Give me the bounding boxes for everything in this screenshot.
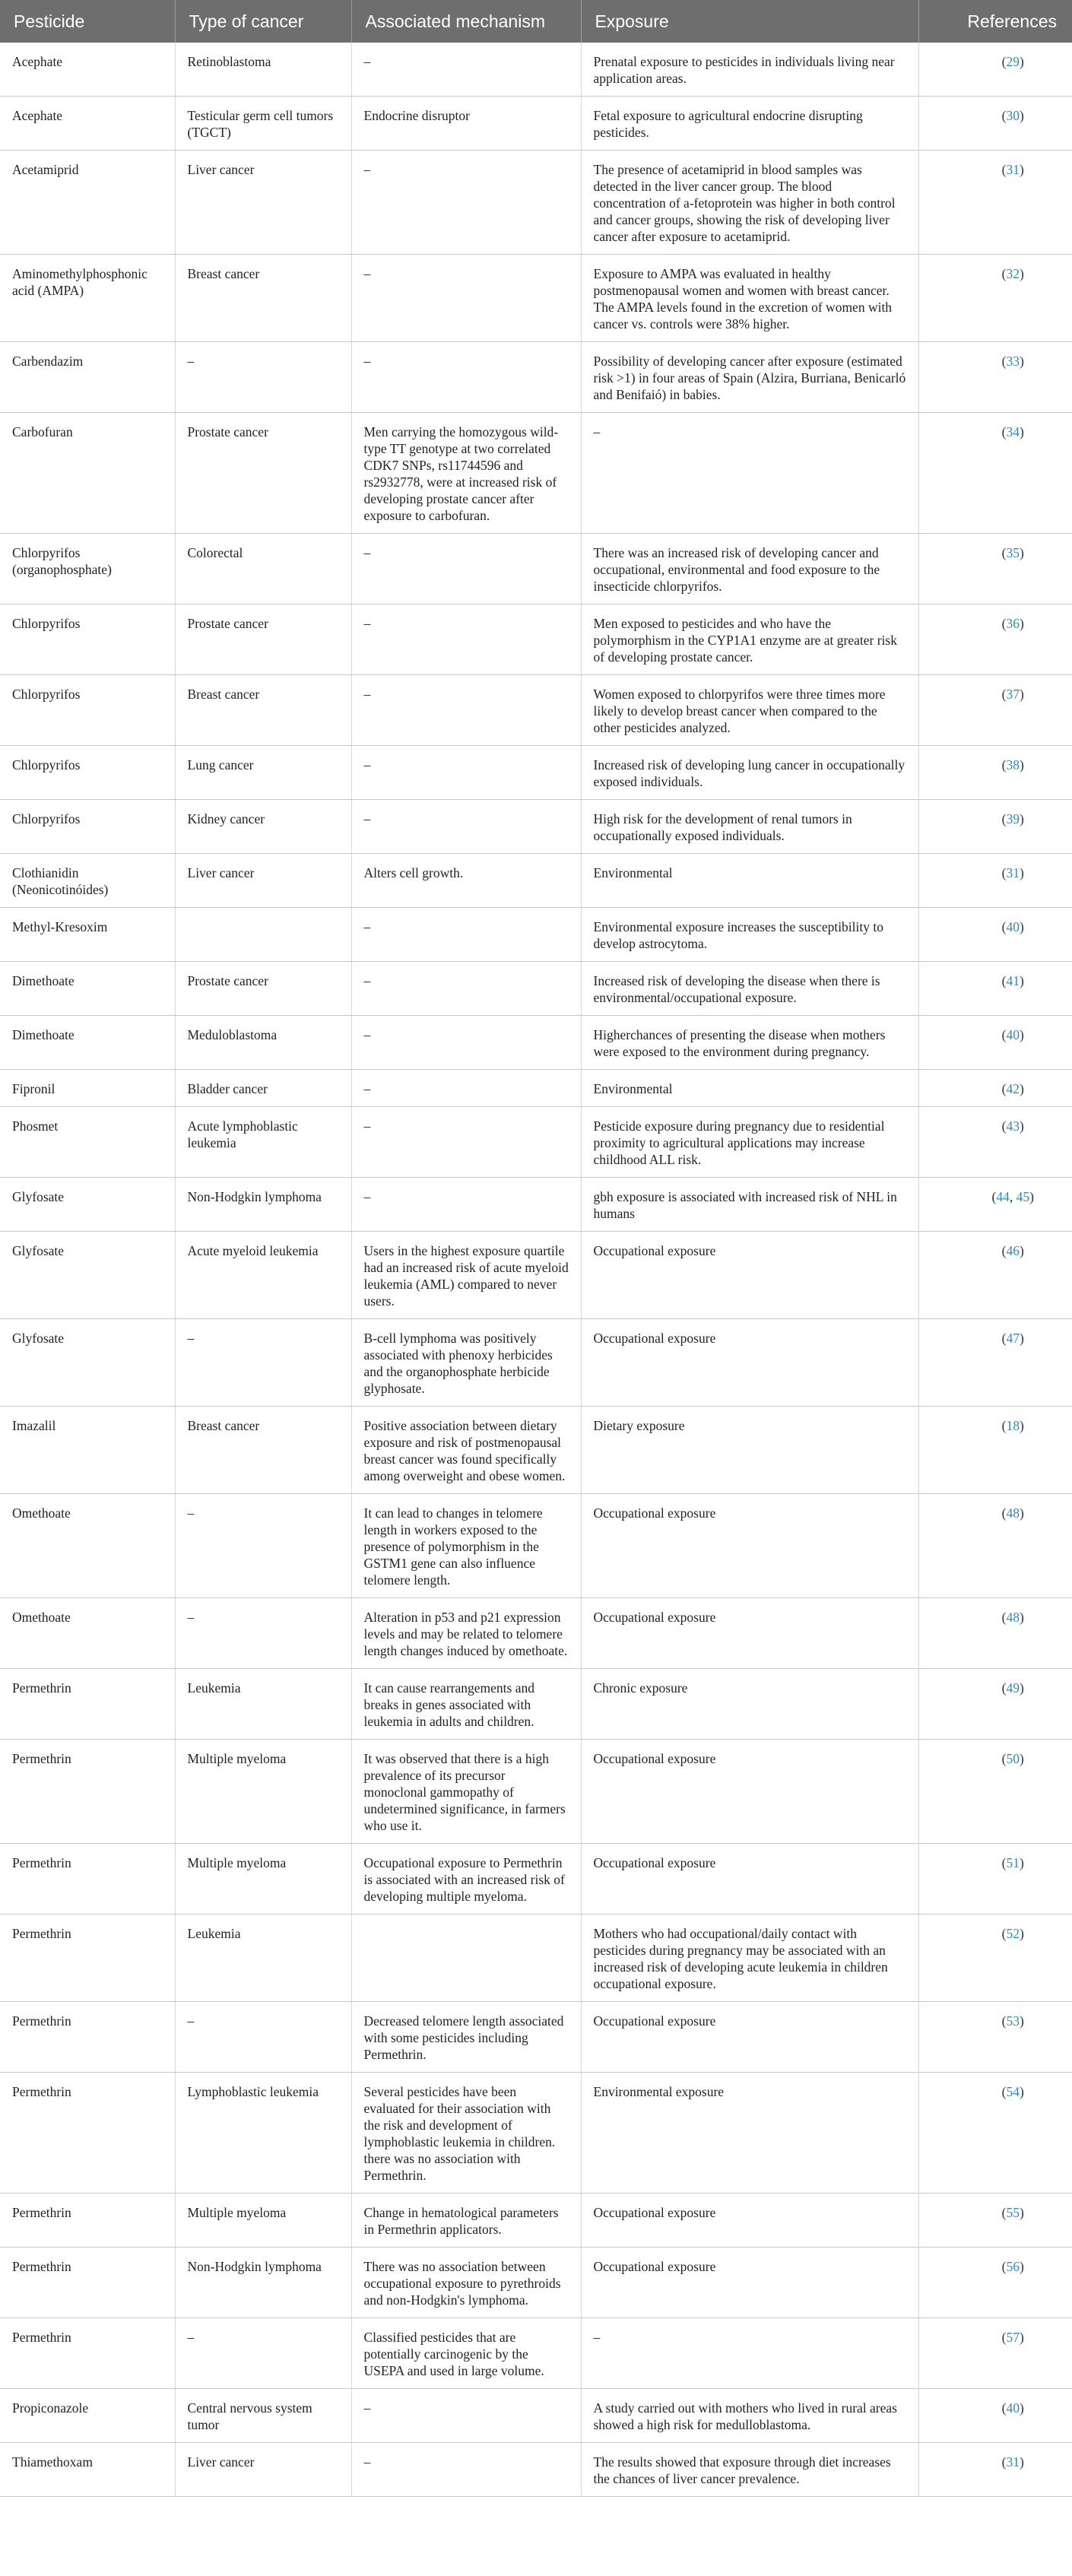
mechanism-cell: – — [351, 1178, 581, 1232]
mechanism-cell: – — [351, 342, 581, 413]
reference-link[interactable]: 53 — [1006, 2013, 1020, 2029]
cancer-type-cell: – — [175, 1494, 351, 1598]
mechanism-cell — [351, 1915, 581, 2002]
cancer-type-cell: Breast cancer — [175, 255, 351, 342]
reference-link[interactable]: 56 — [1006, 2259, 1020, 2274]
table-header — [0, 0, 1072, 43]
references-cell: (56) — [918, 2248, 1072, 2318]
mechanism-cell: – — [351, 2443, 581, 2497]
references-cell: (40) — [918, 908, 1072, 962]
pesticide-cell: Glyfosate — [0, 1178, 175, 1232]
reference-link[interactable]: 43 — [1006, 1118, 1020, 1134]
table-row — [0, 675, 1072, 746]
reference-link[interactable]: 39 — [1006, 811, 1020, 826]
reference-link[interactable]: 34 — [1006, 424, 1020, 439]
table-row — [0, 908, 1072, 962]
header-exposure: Exposure — [581, 0, 918, 43]
references-cell: (55) — [918, 2194, 1072, 2248]
exposure-cell: Environmental — [581, 854, 918, 908]
mechanism-cell: Change in hematological parameters in Permethrin applicators. — [351, 2194, 581, 2248]
cancer-type-cell: Prostate cancer — [175, 413, 351, 534]
cancer-type-cell: Prostate cancer — [175, 962, 351, 1016]
references-cell: (32) — [918, 255, 1072, 342]
cancer-type-cell: Central nervous system tumor — [175, 2389, 351, 2443]
references-cell: (31) — [918, 2443, 1072, 2497]
cancer-type-cell: Lung cancer — [175, 746, 351, 800]
mechanism-cell: Occupational exposure to Permethrin is associated with an increased risk of developing multiple myeloma. — [351, 1844, 581, 1915]
references-cell: (50) — [918, 1740, 1072, 1844]
pesticide-cell: Permethrin — [0, 1915, 175, 2002]
exposure-cell: Occupational exposure — [581, 2002, 918, 2073]
reference-link[interactable]: 50 — [1006, 1751, 1020, 1766]
pesticide-cell: Omethoate — [0, 1494, 175, 1598]
mechanism-cell: – — [351, 800, 581, 854]
reference-link[interactable]: 46 — [1006, 1243, 1020, 1258]
exposure-cell: Occupational exposure — [581, 1232, 918, 1319]
mechanism-cell: Positive association between dietary exposure and risk of postmenopausal breast cancer was found specifically among overweight and obese women. — [351, 1407, 581, 1494]
table-row — [0, 854, 1072, 908]
exposure-cell: Increased risk of developing the disease when there is environmental/occupational exposure. — [581, 962, 918, 1016]
mechanism-cell: Decreased telomere length associated with some pesticides including Permethrin. — [351, 2002, 581, 2073]
pesticide-cell: Permethrin — [0, 2318, 175, 2389]
mechanism-cell: – — [351, 2389, 581, 2443]
pesticide-cell: Acetamiprid — [0, 151, 175, 255]
mechanism-cell: It can cause rearrangements and breaks in genes associated with leukemia in adults and children. — [351, 1669, 581, 1740]
pesticide-cell: Chlorpyrifos — [0, 675, 175, 746]
reference-link[interactable]: 41 — [1006, 973, 1020, 988]
reference-link[interactable]: 44 — [996, 1189, 1010, 1204]
pesticide-cell: Carbofuran — [0, 413, 175, 534]
cancer-type-cell: – — [175, 1598, 351, 1669]
references-cell: (36) — [918, 604, 1072, 675]
cancer-type-cell: Liver cancer — [175, 151, 351, 255]
exposure-cell: Occupational exposure — [581, 1598, 918, 1669]
table-row — [0, 2389, 1072, 2443]
references-cell: (57) — [918, 2318, 1072, 2389]
reference-link[interactable]: 52 — [1006, 1926, 1020, 1941]
exposure-cell: Occupational exposure — [581, 2194, 918, 2248]
reference-link[interactable]: 49 — [1006, 1680, 1020, 1696]
exposure-cell: Dietary exposure — [581, 1407, 918, 1494]
table-row — [0, 800, 1072, 854]
mechanism-cell: – — [351, 534, 581, 604]
exposure-cell: Pesticide exposure during pregnancy due to residential proximity to agricultural applications may increase childhood ALL risk. — [581, 1107, 918, 1178]
header-cancer-type: Type of cancer — [175, 0, 351, 43]
table-row — [0, 43, 1072, 97]
pesticide-cell: Chlorpyrifos — [0, 604, 175, 675]
reference-link[interactable]: 40 — [1006, 1027, 1020, 1042]
references-cell: (35) — [918, 534, 1072, 604]
table-row — [0, 1232, 1072, 1319]
cancer-type-cell: Breast cancer — [175, 675, 351, 746]
exposure-cell: Chronic exposure — [581, 1669, 918, 1740]
header-references: References — [918, 0, 1072, 43]
mechanism-cell: – — [351, 43, 581, 97]
references-cell: (43) — [918, 1107, 1072, 1178]
cancer-type-cell: Acute myeloid leukemia — [175, 1232, 351, 1319]
table-row — [0, 1740, 1072, 1844]
pesticide-cell: Dimethoate — [0, 1016, 175, 1070]
pesticide-cell: Omethoate — [0, 1598, 175, 1669]
cancer-type-cell: Non-Hodgkin lymphoma — [175, 1178, 351, 1232]
mechanism-cell: – — [351, 604, 581, 675]
reference-link[interactable]: 31 — [1006, 865, 1020, 880]
pesticide-cell: Imazalil — [0, 1407, 175, 1494]
references-cell: (52) — [918, 1915, 1072, 2002]
references-cell: (18) — [918, 1407, 1072, 1494]
mechanism-cell: – — [351, 962, 581, 1016]
reference-link[interactable]: 29 — [1006, 54, 1020, 69]
exposure-cell: A study carried out with mothers who lived in rural areas showed a high risk for medulloblastoma. — [581, 2389, 918, 2443]
mechanism-cell: B-cell lymphoma was positively associated with phenoxy herbicides and the organophosphate herbicide glyphosate. — [351, 1319, 581, 1407]
mechanism-cell: It was observed that there is a high prevalence of its precursor monoclonal gammopathy of undetermined significance, in farmers who use it. — [351, 1740, 581, 1844]
table-row — [0, 1598, 1072, 1669]
cancer-type-cell: Lymphoblastic leukemia — [175, 2073, 351, 2194]
cancer-type-cell: Meduloblastoma — [175, 1016, 351, 1070]
cancer-type-cell: Retinoblastoma — [175, 43, 351, 97]
reference-link[interactable]: 37 — [1006, 687, 1020, 702]
references-cell: (54) — [918, 2073, 1072, 2194]
reference-link[interactable]: 47 — [1006, 1331, 1020, 1346]
references-cell: (48) — [918, 1494, 1072, 1598]
cancer-type-cell: Liver cancer — [175, 2443, 351, 2497]
exposure-cell: Women exposed to chlorpyrifos were three times more likely to develop breast cancer when compared to the other pesticides analyzed. — [581, 675, 918, 746]
pesticide-cell: Chlorpyrifos — [0, 746, 175, 800]
mechanism-cell: – — [351, 908, 581, 962]
reference-link[interactable]: 55 — [1006, 2205, 1020, 2220]
exposure-cell: Increased risk of developing lung cancer in occupationally exposed individuals. — [581, 746, 918, 800]
table-row — [0, 1016, 1072, 1070]
pesticide-cell: Permethrin — [0, 1844, 175, 1915]
table-row — [0, 1319, 1072, 1407]
mechanism-cell: – — [351, 255, 581, 342]
pesticide-cell: Glyfosate — [0, 1232, 175, 1319]
exposure-cell: The results showed that exposure through diet increases the chances of liver cancer prevalence. — [581, 2443, 918, 2497]
mechanism-cell: Alters cell growth. — [351, 854, 581, 908]
cancer-type-cell: Leukemia — [175, 1915, 351, 2002]
exposure-cell: There was an increased risk of developing cancer and occupational, environmental and food exposure to the insecticide chlorpyrifos. — [581, 534, 918, 604]
pesticide-cell: Permethrin — [0, 2248, 175, 2318]
table-row — [0, 413, 1072, 534]
exposure-cell: Men exposed to pesticides and who have the polymorphism in the CYP1A1 enzyme are at greater risk of developing prostate cancer. — [581, 604, 918, 675]
references-cell: (39) — [918, 800, 1072, 854]
reference-link[interactable]: 33 — [1006, 354, 1020, 369]
exposure-cell: – — [581, 2318, 918, 2389]
cancer-type-cell: Prostate cancer — [175, 604, 351, 675]
exposure-cell: Fetal exposure to agricultural endocrine disrupting pesticides. — [581, 97, 918, 151]
cancer-type-cell: Acute lymphoblastic leukemia — [175, 1107, 351, 1178]
reference-link[interactable]: 40 — [1006, 2400, 1020, 2416]
reference-link[interactable]: 30 — [1006, 108, 1020, 123]
header-row — [0, 0, 1072, 43]
table-body — [0, 43, 1072, 2497]
table-row — [0, 1407, 1072, 1494]
cancer-type-cell: Testicular germ cell tumors (TGCT) — [175, 97, 351, 151]
pesticide-cell: Clothianidin (Neonicotinóides) — [0, 854, 175, 908]
reference-link[interactable]: 38 — [1006, 757, 1020, 772]
pesticide-cell: Permethrin — [0, 2002, 175, 2073]
mechanism-cell: – — [351, 151, 581, 255]
reference-link[interactable]: 51 — [1006, 1855, 1020, 1870]
references-cell: (37) — [918, 675, 1072, 746]
reference-link[interactable]: 48 — [1006, 1610, 1020, 1625]
table-row — [0, 2318, 1072, 2389]
pesticide-cell: Carbendazim — [0, 342, 175, 413]
mechanism-cell: Classified pesticides that are potentially carcinogenic by the USEPA and used in large volume. — [351, 2318, 581, 2389]
mechanism-cell: Users in the highest exposure quartile had an increased risk of acute myeloid leukemia (AML) compared to never users. — [351, 1232, 581, 1319]
table-row — [0, 1844, 1072, 1915]
reference-link[interactable]: 36 — [1006, 616, 1020, 631]
references-cell: (33) — [918, 342, 1072, 413]
references-cell: (34) — [918, 413, 1072, 534]
cancer-type-cell: Multiple myeloma — [175, 1740, 351, 1844]
exposure-cell: Mothers who had occupational/daily contact with pesticides during pregnancy may be associated with an increased risk of developing acute leukemia in children occupational exposure. — [581, 1915, 918, 2002]
table-row — [0, 1669, 1072, 1740]
references-cell: (44, 45) — [918, 1178, 1072, 1232]
pesticide-cell: Permethrin — [0, 1740, 175, 1844]
table-row — [0, 97, 1072, 151]
table-row — [0, 1178, 1072, 1232]
exposure-cell: The presence of acetamiprid in blood samples was detected in the liver cancer group. The blood concentration of a-fetoprotein was higher in both control and cancer groups, showing the risk of developing liver cancer after exposure to acetamiprid. — [581, 151, 918, 255]
table-row — [0, 534, 1072, 604]
table-row — [0, 1070, 1072, 1107]
mechanism-cell: – — [351, 675, 581, 746]
mechanism-cell: Endocrine disruptor — [351, 97, 581, 151]
pesticide-cell: Permethrin — [0, 1669, 175, 1740]
mechanism-cell: – — [351, 746, 581, 800]
table-row — [0, 2248, 1072, 2318]
mechanism-cell: Men carrying the homozygous wild-type TT genotype at two correlated CDK7 SNPs, rs11744596 and rs2932778, were at increased risk of developing prostate cancer after exposure to carbofuran. — [351, 413, 581, 534]
table-row — [0, 604, 1072, 675]
reference-link[interactable]: 54 — [1006, 2084, 1020, 2099]
cancer-type-cell: Kidney cancer — [175, 800, 351, 854]
exposure-cell: Higherchances of presenting the disease when mothers were exposed to the environment during pregnancy. — [581, 1016, 918, 1070]
mechanism-cell: Several pesticides have been evaluated for their association with the risk and development of lymphoblastic leukemia in children. there was no association with Permethrin. — [351, 2073, 581, 2194]
reference-link[interactable]: 31 — [1006, 2454, 1020, 2470]
exposure-cell: Environmental exposure — [581, 2073, 918, 2194]
reference-link[interactable]: 32 — [1006, 266, 1020, 281]
exposure-cell: – — [581, 413, 918, 534]
exposure-cell: High risk for the development of renal tumors in occupationally exposed individuals. — [581, 800, 918, 854]
cancer-type-cell: – — [175, 342, 351, 413]
table-row — [0, 2194, 1072, 2248]
mechanism-cell: – — [351, 1107, 581, 1178]
exposure-cell: Possibility of developing cancer after exposure (estimated risk >1) in four areas of Spain (Alzira, Burriana, Benicarló and Benifaió) in babies. — [581, 342, 918, 413]
cancer-type-cell: – — [175, 2002, 351, 2073]
references-cell: (40) — [918, 1016, 1072, 1070]
table-row — [0, 1915, 1072, 2002]
pesticide-cell: Propiconazole — [0, 2389, 175, 2443]
cancer-type-cell: Bladder cancer — [175, 1070, 351, 1107]
cancer-type-cell: Breast cancer — [175, 1407, 351, 1494]
table-row — [0, 2002, 1072, 2073]
pesticide-cell: Phosmet — [0, 1107, 175, 1178]
cancer-type-cell: – — [175, 1319, 351, 1407]
table-row — [0, 1494, 1072, 1598]
pesticide-cell: Thiamethoxam — [0, 2443, 175, 2497]
table-row — [0, 2443, 1072, 2497]
cancer-type-cell: – — [175, 2318, 351, 2389]
mechanism-cell: There was no association between occupational exposure to pyrethroids and non-Hodgkin's lymphoma. — [351, 2248, 581, 2318]
references-cell: (41) — [918, 962, 1072, 1016]
exposure-cell: Environmental — [581, 1070, 918, 1107]
references-cell: (40) — [918, 2389, 1072, 2443]
reference-link[interactable]: 18 — [1006, 1418, 1020, 1433]
table-row — [0, 962, 1072, 1016]
references-cell: (47) — [918, 1319, 1072, 1407]
references-cell: (48) — [918, 1598, 1072, 1669]
table-row — [0, 1107, 1072, 1178]
table-row — [0, 255, 1072, 342]
cancer-type-cell: Leukemia — [175, 1669, 351, 1740]
cancer-type-cell: Multiple myeloma — [175, 1844, 351, 1915]
mechanism-cell: – — [351, 1016, 581, 1070]
cancer-type-cell — [175, 908, 351, 962]
reference-link[interactable]: 35 — [1006, 545, 1020, 560]
pesticide-cell: Acephate — [0, 43, 175, 97]
table-row — [0, 151, 1072, 255]
pesticide-cell: Permethrin — [0, 2073, 175, 2194]
mechanism-cell: – — [351, 1070, 581, 1107]
references-cell: (53) — [918, 2002, 1072, 2073]
reference-link[interactable]: 31 — [1006, 162, 1020, 177]
exposure-cell: Environmental exposure increases the susceptibility to develop astrocytoma. — [581, 908, 918, 962]
pesticide-cell: Acephate — [0, 97, 175, 151]
exposure-cell: Exposure to AMPA was evaluated in healthy postmenopausal women and women with breast cancer. The AMPA levels found in the excretion of women with cancer vs. controls were 38% higher. — [581, 255, 918, 342]
exposure-cell: Occupational exposure — [581, 2248, 918, 2318]
references-cell: (49) — [918, 1669, 1072, 1740]
references-cell: (30) — [918, 97, 1072, 151]
exposure-cell: Occupational exposure — [581, 1740, 918, 1844]
pesticide-cell: Dimethoate — [0, 962, 175, 1016]
pesticide-cell: Chlorpyrifos — [0, 800, 175, 854]
mechanism-cell: Alteration in p53 and p21 expression levels and may be related to telomere length changes induced by omethoate. — [351, 1598, 581, 1669]
table-row — [0, 2073, 1072, 2194]
cancer-type-cell: Liver cancer — [175, 854, 351, 908]
references-cell: (31) — [918, 854, 1072, 908]
references-cell: (38) — [918, 746, 1072, 800]
header-mechanism: Associated mechanism — [351, 0, 581, 43]
exposure-cell: Prenatal exposure to pesticides in individuals living near application areas. — [581, 43, 918, 97]
cancer-type-cell: Non-Hodgkin lymphoma — [175, 2248, 351, 2318]
reference-link[interactable]: 45 — [1016, 1189, 1030, 1204]
references-cell: (42) — [918, 1070, 1072, 1107]
pesticide-cell: Aminomethylphosphonic acid (AMPA) — [0, 255, 175, 342]
exposure-cell: gbh exposure is associated with increased risk of NHL in humans — [581, 1178, 918, 1232]
mechanism-cell: It can lead to changes in telomere length in workers exposed to the presence of polymorphism in the GSTM1 gene can also influence telomere length. — [351, 1494, 581, 1598]
header-pesticide: Pesticide — [0, 0, 175, 43]
references-cell: (46) — [918, 1232, 1072, 1319]
exposure-cell: Occupational exposure — [581, 1494, 918, 1598]
references-cell: (51) — [918, 1844, 1072, 1915]
reference-link[interactable]: 57 — [1006, 2330, 1020, 2345]
reference-link[interactable]: 42 — [1006, 1081, 1020, 1096]
table-row — [0, 342, 1072, 413]
pesticide-cell: Permethrin — [0, 2194, 175, 2248]
exposure-cell: Occupational exposure — [581, 1844, 918, 1915]
references-cell: (31) — [918, 151, 1072, 255]
cancer-type-cell: Multiple myeloma — [175, 2194, 351, 2248]
pesticide-cell: Methyl-Kresoxim — [0, 908, 175, 962]
table-row — [0, 746, 1072, 800]
pesticide-cell: Glyfosate — [0, 1319, 175, 1407]
references-cell: (29) — [918, 43, 1072, 97]
pesticide-cell: Fipronil — [0, 1070, 175, 1107]
pesticide-cell: Chlorpyrifos (organophosphate) — [0, 534, 175, 604]
exposure-cell: Occupational exposure — [581, 1319, 918, 1407]
reference-link[interactable]: 48 — [1006, 1505, 1020, 1521]
reference-link[interactable]: 40 — [1006, 919, 1020, 934]
cancer-type-cell: Colorectal — [175, 534, 351, 604]
